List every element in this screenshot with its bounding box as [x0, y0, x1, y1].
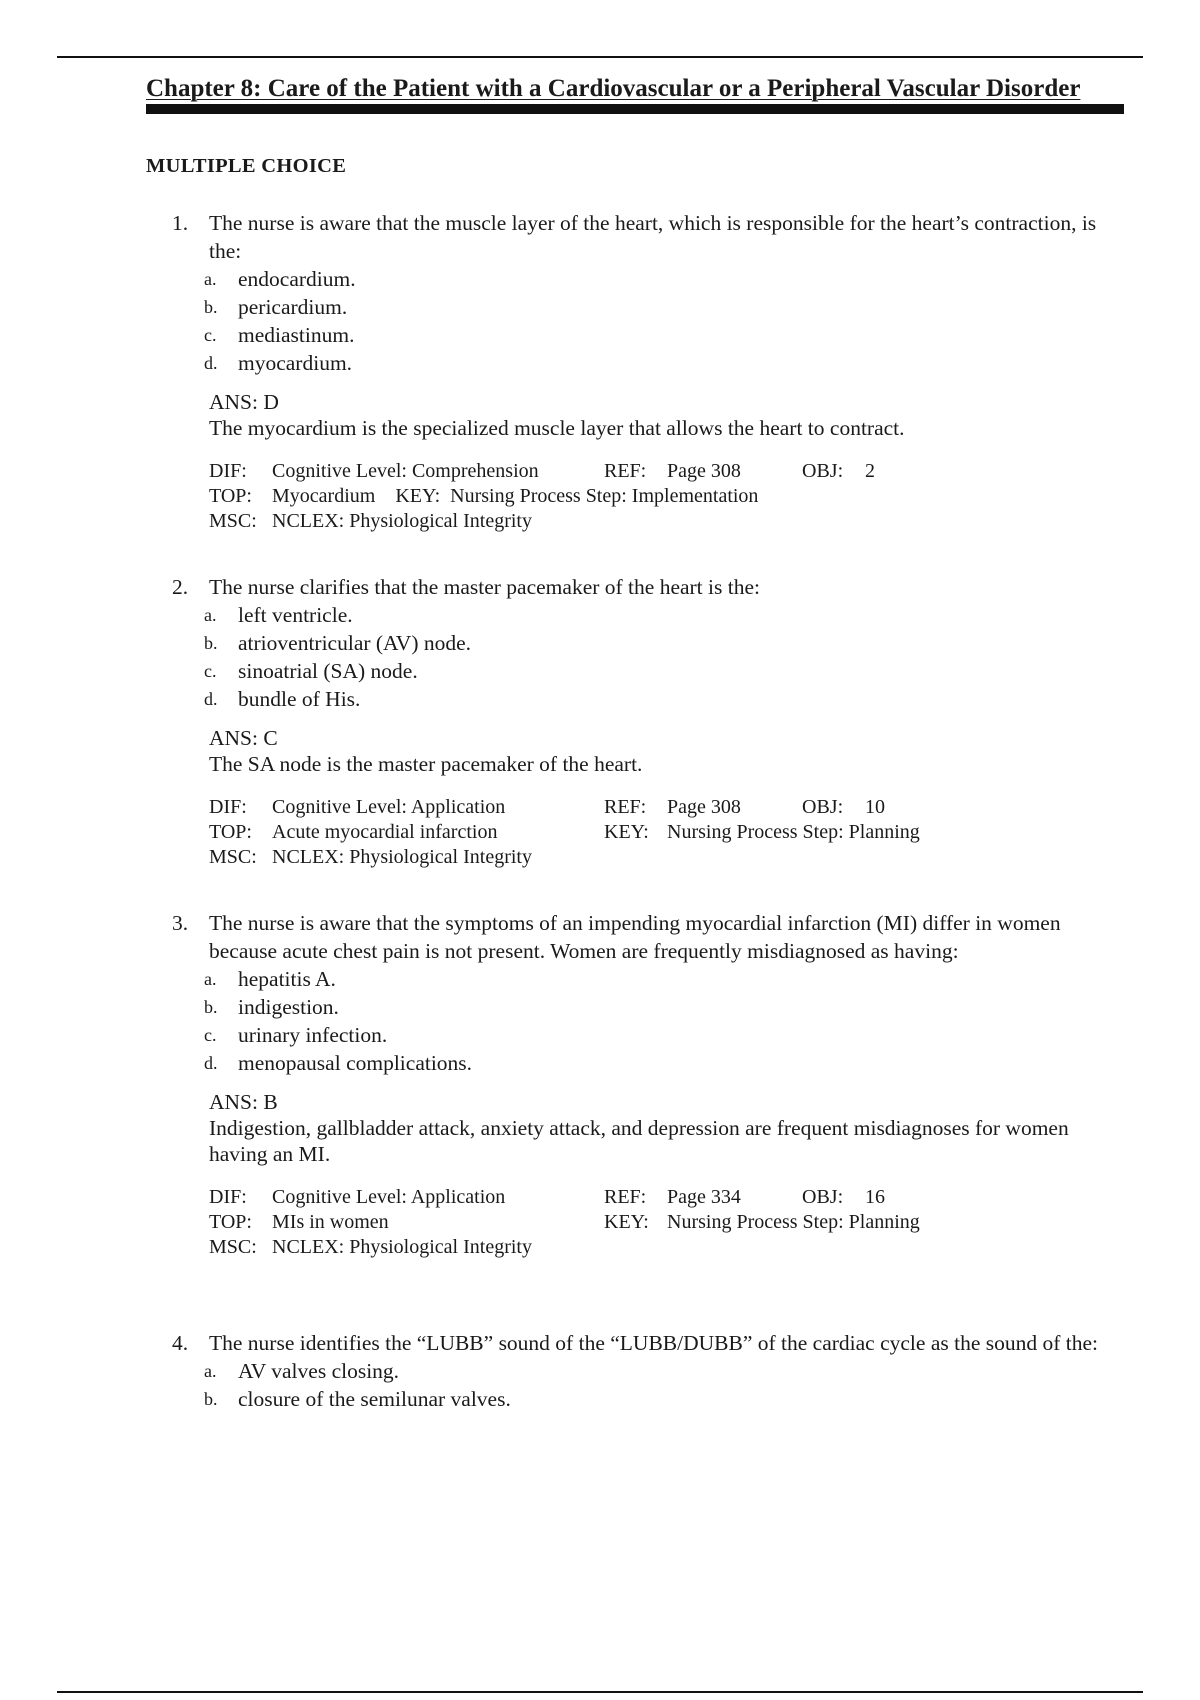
option-d	[204, 1049, 1112, 1077]
msc-value: NCLEX: Physiological Integrity	[272, 510, 532, 532]
option-letter: c.	[204, 1025, 217, 1045]
option-text: sinoatrial (SA) node.	[238, 659, 418, 683]
option-text: bundle of His.	[238, 687, 361, 711]
option-a	[204, 1357, 1112, 1385]
option-letter: c.	[204, 661, 217, 681]
ref-label: REF:	[604, 796, 647, 818]
ref-value: Page 334	[667, 1186, 741, 1208]
ref-label: REF:	[604, 1186, 647, 1208]
msc-label: MSC:	[209, 846, 257, 868]
rationale: The SA node is the master pacemaker of the heart.	[209, 752, 643, 776]
option-text: urinary infection.	[238, 1023, 388, 1047]
option-c	[204, 1021, 1112, 1049]
option-text: menopausal complications.	[238, 1051, 473, 1075]
title-underline-bar	[146, 104, 1124, 114]
chapter-title: Chapter 8: Care of the Patient with a Cardiovascular or a Peripheral Vascular Disorder	[146, 75, 1081, 102]
obj-value: 16	[865, 1186, 885, 1208]
option-letter: b.	[204, 297, 218, 317]
obj-label: OBJ:	[802, 796, 844, 818]
option-text: endocardium.	[238, 267, 356, 291]
question-4	[172, 1329, 1112, 1413]
msc-label: MSC:	[209, 510, 257, 532]
option-text: indigestion.	[238, 995, 339, 1019]
rationale: Indigestion, gallbladder attack, anxiety attack, and depression are frequent misdiagnoses for women having an MI.	[209, 1116, 1069, 1166]
question-1	[172, 209, 1112, 534]
option-d	[204, 685, 1112, 713]
option-b	[204, 993, 1112, 1021]
option-text: hepatitis A.	[238, 967, 336, 991]
key-label: KEY:	[604, 1211, 649, 1233]
question-3	[172, 909, 1112, 1260]
dif-label: DIF:	[209, 460, 247, 482]
question-stem: The nurse is aware that the symptoms of an impending myocardial infarction (MI) differ in women because acute chest pain is not present. Women are frequently misdiagnosed as having:	[209, 911, 1061, 963]
msc-value: NCLEX: Physiological Integrity	[272, 1236, 532, 1258]
key-label: KEY:	[604, 821, 649, 843]
dif-value: Cognitive Level: Comprehension	[272, 460, 539, 482]
top-value: Acute myocardial infarction	[272, 821, 498, 843]
question-number: 4.	[172, 1331, 189, 1355]
option-text: pericardium.	[238, 295, 348, 319]
option-a	[204, 265, 1112, 293]
option-letter: c.	[204, 325, 217, 345]
answer-block	[209, 1089, 1112, 1260]
question-2	[172, 573, 1112, 870]
ref-value: Page 308	[667, 796, 741, 818]
option-letter: b.	[204, 997, 218, 1017]
question-metadata	[209, 459, 1112, 534]
answer-block	[209, 725, 1112, 870]
option-letter: a.	[204, 969, 217, 989]
option-text: myocardium.	[238, 351, 353, 375]
key-value: Nursing Process Step: Planning	[667, 1211, 920, 1233]
top-label: TOP:	[209, 1211, 252, 1233]
msc-value: NCLEX: Physiological Integrity	[272, 846, 532, 868]
key-value: Nursing Process Step: Planning	[667, 821, 920, 843]
option-letter: d.	[204, 689, 218, 709]
msc-label: MSC:	[209, 1236, 257, 1258]
key-value: Nursing Process Step: Implementation	[450, 485, 759, 507]
question-stem: The nurse clarifies that the master pacemaker of the heart is the:	[209, 575, 760, 599]
question-number: 2.	[172, 575, 189, 599]
dif-label: DIF:	[209, 1186, 247, 1208]
rationale: The myocardium is the specialized muscle layer that allows the heart to contract.	[209, 416, 905, 440]
option-c	[204, 321, 1112, 349]
option-b	[204, 629, 1112, 657]
ref-label: REF:	[604, 460, 647, 482]
option-letter: d.	[204, 1053, 218, 1073]
option-d	[204, 349, 1112, 377]
top-value: Myocardium	[272, 485, 376, 507]
dif-value: Cognitive Level: Application	[272, 796, 506, 818]
top-label: TOP:	[209, 485, 252, 507]
option-letter: d.	[204, 353, 218, 373]
answer-key: ANS: B	[209, 1090, 278, 1114]
option-letter: b.	[204, 1389, 218, 1409]
obj-label: OBJ:	[802, 460, 844, 482]
answer-options	[172, 965, 1112, 1077]
answer-key: ANS: D	[209, 390, 279, 414]
question-stem: The nurse is aware that the muscle layer of the heart, which is responsible for the heart’s contraction, is the:	[209, 211, 1097, 263]
dif-value: Cognitive Level: Application	[272, 1186, 506, 1208]
top-page-rule	[57, 56, 1143, 58]
question-metadata	[209, 795, 1112, 870]
option-letter: a.	[204, 269, 217, 289]
ref-value: Page 308	[667, 460, 741, 482]
top-value: MIs in women	[272, 1211, 389, 1233]
question-number: 3.	[172, 911, 189, 935]
top-label: TOP:	[209, 821, 252, 843]
option-letter: a.	[204, 605, 217, 625]
question-number: 1.	[172, 211, 189, 235]
answer-options	[172, 601, 1112, 713]
option-c	[204, 657, 1112, 685]
option-text: left ventricle.	[238, 603, 353, 627]
option-letter: a.	[204, 1361, 217, 1381]
option-a	[204, 601, 1112, 629]
obj-label: OBJ:	[802, 1186, 844, 1208]
option-text: closure of the semilunar valves.	[238, 1387, 511, 1411]
question-metadata	[209, 1185, 1112, 1260]
bottom-page-rule	[57, 1691, 1143, 1693]
answer-options	[172, 265, 1112, 377]
option-text: mediastinum.	[238, 323, 355, 347]
option-text: AV valves closing.	[238, 1359, 400, 1383]
question-stem: The nurse identifies the “LUBB” sound of the “LUBB/DUBB” of the cardiac cycle as the sound of the:	[209, 1331, 1099, 1355]
key-label: KEY:	[395, 485, 441, 507]
dif-label: DIF:	[209, 796, 247, 818]
answer-options	[172, 1357, 1112, 1413]
section-heading: MULTIPLE CHOICE	[146, 155, 347, 177]
option-b	[204, 293, 1112, 321]
answer-key: ANS: C	[209, 726, 278, 750]
answer-block	[209, 389, 1112, 534]
obj-value: 2	[865, 460, 875, 482]
option-a	[204, 965, 1112, 993]
option-b	[204, 1385, 1112, 1413]
option-text: atrioventricular (AV) node.	[238, 631, 472, 655]
obj-value: 10	[865, 796, 885, 818]
option-letter: b.	[204, 633, 218, 653]
